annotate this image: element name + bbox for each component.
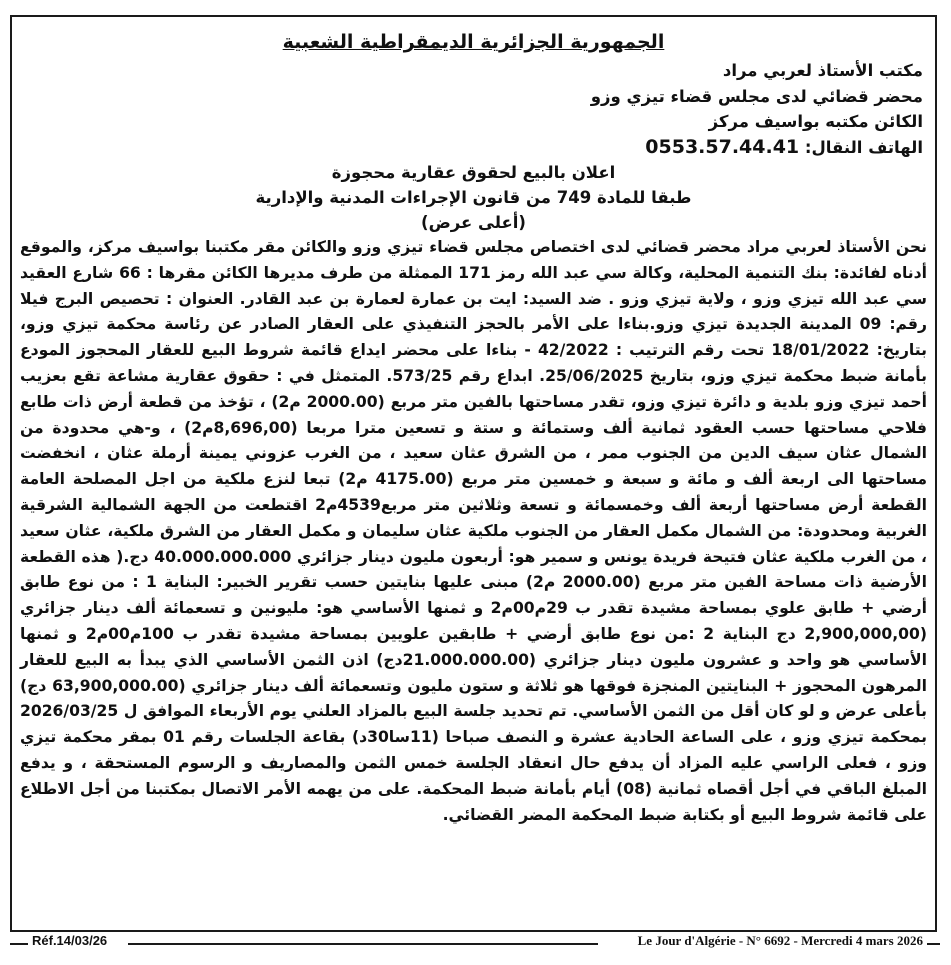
address-line: الكائن مكتبه بواسيف مركز	[708, 112, 923, 131]
notice-body-text: نحن الأستاذ لعربي مراد محضر قضائي لدى اختصاص مجلس قضاء تيزي وزو والكائن مقر مكتبنا بواسيف مركز، والموقع أدناه لفائدة: بنك التنمية المحلية، وكالة سي عبد الله رمز 171 الممثلة من طرف مديرها الكائن مقرها : 66 شارع العقيد سي عبد الله تيزي وزو ، ولاية تيزي وزو . ضد السيد: ايت بن عمارة لعمارة بن عبد القادر. العنوان : تحصيص البرج فيلا رقم: 09 المدينة الجديدة تيزي وزو.بناءا على الأمر بالحجز التنفيذي على العقار الصادر عن رئاسة محكمة تيزي وزو، بتاريخ: 18/01/2022 تحت رقم الترتيب : 42/2022 - بناءا على محضر ايداع قائمة شروط البيع للعقار المحجوز المودع بأمانة ضبط محكمة تيزي وزو، بتاريخ 25/06/2025. ابداع رقم 573/25. المتمثل في : حقوق عقارية مشاعة تقع بعزيب أحمد تيزي وزو بلدية و دائرة تيزي وزو، تقدر مساحتها بالفين متر مربع (2000.00 م2) ، تؤخذ من قطعة أرض ذات طابع فلاحي مساحتها حسب العقود ثمانية ألف وستمائة و ستة و تسعين مترا مربعا (8,696,00م2) ، و-هي محدودة من الشمال عثان سيف الدين من الجنوب ممر ، من الشرق عثان سعيد ، من الغرب عزوني يمينة أرملة عثان ، انخفضت مساحتها الى اربعة ألف و مائة و سبعة و خمسين متر مربع (4175.00 م2) تبعا لنزع ملكية من اجل المصلحة العامة القطعة أرض مساحتها أربعة ألف وخمسمائة و تسعة وثلاثين متر مربع4539م2 اقتطعت من الجهة الشمالية الشرقية الغربية ومحدودة: من الشمال مكمل العقار من الجنوب ملكية عثان سليمان و مكمل العقار من الشرق ملكية، عثان سعيد ، من الغرب ملكية عثان فتيحة فريدة يونس و سمير هو: أربعون مليون دينار جزائري 40.000.000.000 دج.( هذه القطعة الأرضية ذات مساحة الفين متر مربع (2000.00 م2) مبنى عليها بنايتين حسب تقرير الخبير: البناية 1 : من نوع طابق أرضي + طابق علوي بمساحة مشيدة تقدر ب 29م00م2 و ثمنها الأساسي هو: مليونين و تسعمائة ألف دينار جزائري (2,900,000,00 دج البناية 2 :من نوع طابق أرضي + طابقين علويين بمساحة مشيدة تقدر ب 100م00م2 و ثمنها الأساسي هو واحد و عشرون مليون دينار جزائري (21.000.000.00دج) اذن الثمن الأساسي الذي يبدأ به البيع للعقار المرهون المحجوز + البنايتين المنجزة فوقها هو ثلاثة و ستون مليون وتسعمائة ألف دينار جزائري (63,900,000.00 دج) بأعلى عرض و لو كان أقل من الثمن الأساسي. تم تحديد جلسة البيع بالمزاد العلني يوم الأربعاء الموافق ل 2026/03/25 بمحكمة تيزي وزو ، على الساعة الحادية عشرة و النصف صباحا (11سا30د) بقاعة الجلسات رقم 01 بمقر محكمة تيزي وزو ، فعلى الراسي عليه المزاد أن يدفع حال انعقاد الجلسة خمس الثمن والمصاريف و الرسوم المستحقة ، و يدفع المبلغ الباقي في أجل أقصاه ثمانية (08) أيام بأمانة ضبط المحكمة. على من يهمه الأمر الاتصال بمكتبنا من أجل الاطلاع على قائمة شروط البيع أو بكتابة ضبط المحكمة المضر القضائي.	[20, 238, 928, 824]
footer-source: Le Jour d'Algérie - N° 6692 - Mercredi 4 mars 2026	[634, 933, 927, 949]
legal-notice	[18, 28, 929, 828]
bailiff-line: محضر قضائي لدى مجلس قضاء تيزي وزو	[590, 86, 923, 106]
notice-title: الجمهورية الجزائرية الديمقراطية الشعبية	[282, 31, 665, 53]
office-line: مكتب الأستاذ لعربي مراد	[722, 61, 923, 80]
notice-body	[18, 235, 929, 828]
highest-bid-label: (أعلى عرض)	[421, 213, 526, 232]
announcement-heading: اعلان بالبيع لحقوق عقارية محجوزة	[331, 163, 616, 182]
footer-reference: Réf.14/03/26	[28, 933, 111, 948]
footer-rule-left	[10, 943, 30, 945]
footer-rule-middle	[128, 943, 598, 945]
phone-label: الهاتف النقال:	[804, 137, 923, 157]
legal-basis: طبقا للمادة 749 من قانون الإجراءات المدنية والإدارية	[255, 188, 692, 207]
phone-line	[18, 135, 929, 161]
phone-number: 0553.57.44.41	[645, 135, 800, 158]
page-footer	[0, 929, 951, 953]
